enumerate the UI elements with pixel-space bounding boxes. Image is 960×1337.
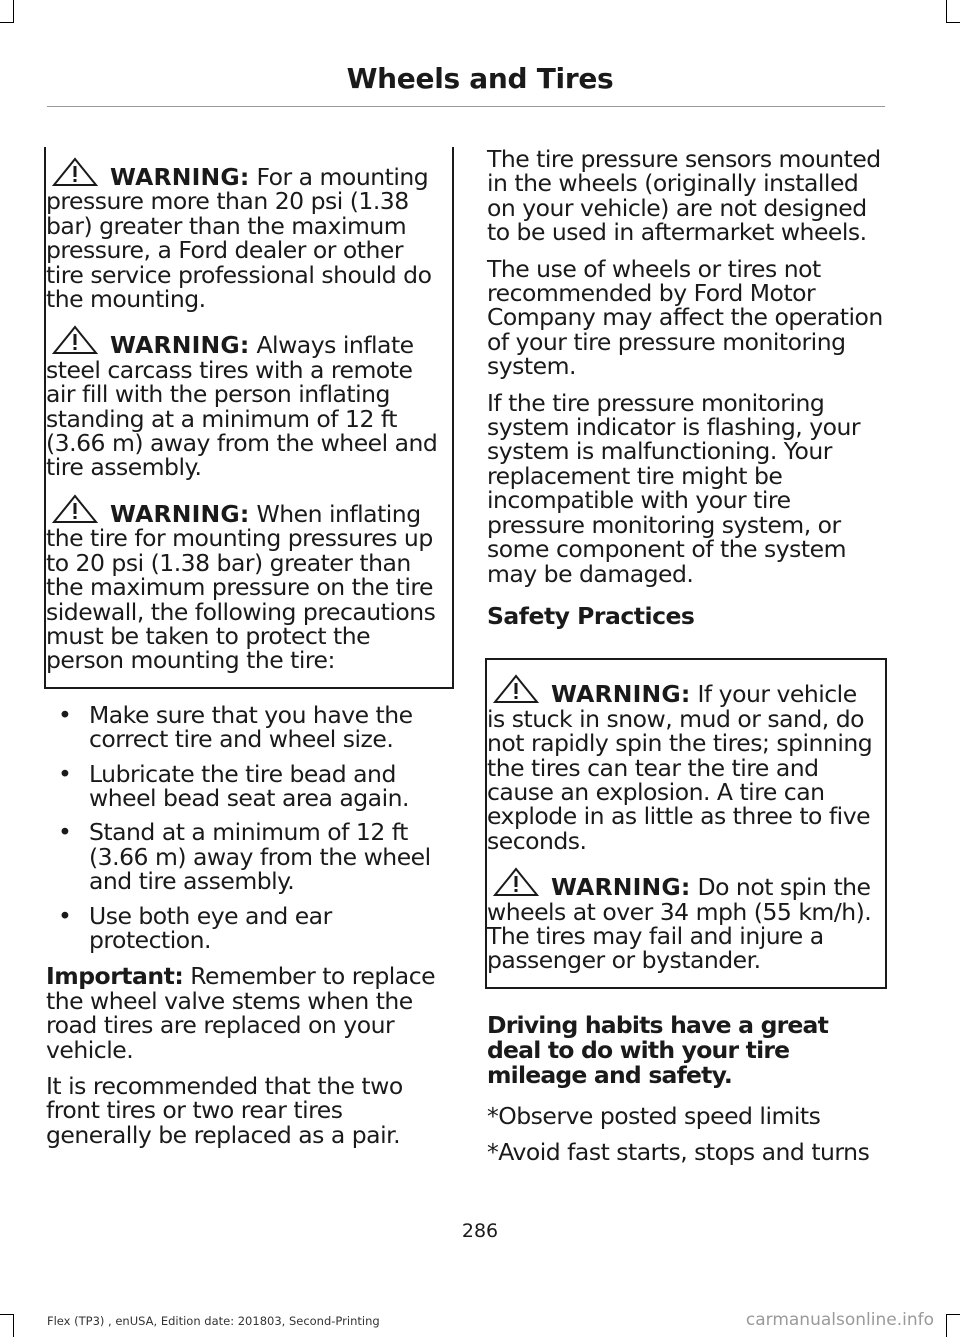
warning-triangle-icon xyxy=(493,867,539,897)
paragraph: If the tire pressure monitoring system indicator is flashing, your system is malfunctioning. Your replacement tire might be incompatible with your tire pressure monitoring system, or some component of the system may be damaged. xyxy=(487,388,861,588)
warning-triangle-icon xyxy=(52,494,98,524)
crop-mark xyxy=(946,0,947,22)
warning-box xyxy=(485,658,887,988)
subheading: Driving habits have a great deal to do with your tire mileage and safety. xyxy=(487,1010,829,1089)
warning-item xyxy=(46,157,446,314)
page-number: 286 xyxy=(461,1220,499,1242)
important-note xyxy=(46,964,454,1062)
list-item: • Make sure that you have the correct tire and wheel size. xyxy=(46,703,454,752)
warning-label: WARNING: xyxy=(110,499,250,528)
tip-item: *Observe posted speed limits xyxy=(487,1101,821,1130)
page-title: Wheels and Tires xyxy=(346,62,614,95)
list-item: • Lubricate the tire bead and wheel bead seat area again. xyxy=(46,762,454,811)
warning-triangle-icon xyxy=(52,325,98,355)
warning-item xyxy=(46,494,446,673)
warning-label: WARNING: xyxy=(110,163,250,191)
crop-mark xyxy=(946,1315,947,1337)
list-item: • Stand at a minimum of 12 ft (3.66 m) away from the wheel and tire assembly. xyxy=(46,820,454,893)
list-item: • Use both eye and ear protection. xyxy=(46,904,454,953)
crop-mark xyxy=(946,1314,960,1315)
paragraph: It is recommended that the two front tires or two rear tires generally be replaced as a pair. xyxy=(46,1072,403,1149)
paragraph: The use of wheels or tires not recommended by Ford Motor Company may affect the operation of your tire pressure monitoring system. xyxy=(487,254,883,381)
warning-label: WARNING: xyxy=(551,873,691,902)
warning-label: WARNING: xyxy=(110,331,250,360)
warning-box xyxy=(44,147,454,689)
warning-triangle-icon xyxy=(493,674,539,704)
warning-text: When inflating the tire for mounting pressures up to 20 psi (1.38 bar) greater than the maximum pressure on the tire sidewall, the following precautions must be taken to protect the person mounting the tire: xyxy=(46,499,436,675)
crop-mark xyxy=(13,1315,14,1337)
important-label: Important: xyxy=(46,962,184,991)
warning-item xyxy=(487,674,881,853)
warning-item xyxy=(487,867,881,973)
important-text: Remember to replace the wheel valve stems when the road tires are replaced on your vehicle. xyxy=(46,962,436,1064)
crop-mark xyxy=(946,22,960,23)
warning-text: Do not spin the wheels at over 34 mph (55 km/h). The tires may fail and injure a passenger or bystander. xyxy=(487,873,872,975)
warning-text: For a mounting pressure more than 20 psi (1.38 bar) greater than the maximum pressure, a Ford dealer or other tire service professional should do the mounting. xyxy=(46,163,432,314)
section-heading: Safety Practices xyxy=(487,601,695,630)
crop-mark xyxy=(0,22,14,23)
header-divider xyxy=(47,106,885,107)
precaution-list xyxy=(46,700,454,954)
warning-triangle-icon xyxy=(52,157,98,187)
footer-edition: Flex (TP3) , enUSA, Edition date: 201803, Second-Printing xyxy=(47,1314,380,1328)
paragraph: The tire pressure sensors mounted in the wheels (originally installed on your vehicle) are not designed to be used in aftermarket wheels. xyxy=(487,145,881,247)
tip-item: *Avoid fast starts, stops and turns xyxy=(487,1138,870,1167)
warning-label: WARNING: xyxy=(551,680,691,709)
warning-text: If your vehicle is stuck in snow, mud or sand, do not rapidly spin the tires; spinning the tires can tear the tire and cause an explosion. A tire can explode in as little as three to five seconds. xyxy=(487,680,873,855)
crop-mark xyxy=(0,1314,14,1315)
watermark: carmanualsonline.info xyxy=(745,1310,934,1330)
crop-mark xyxy=(13,0,14,22)
warning-item xyxy=(46,325,446,482)
left-column xyxy=(46,147,454,1159)
warning-text: Always inflate steel carcass tires with a remote air fill with the person inflating standing at a minimum of 12 ft (3.66 m) away from the wheel and tire assembly. xyxy=(46,331,438,482)
right-column xyxy=(487,147,887,1177)
